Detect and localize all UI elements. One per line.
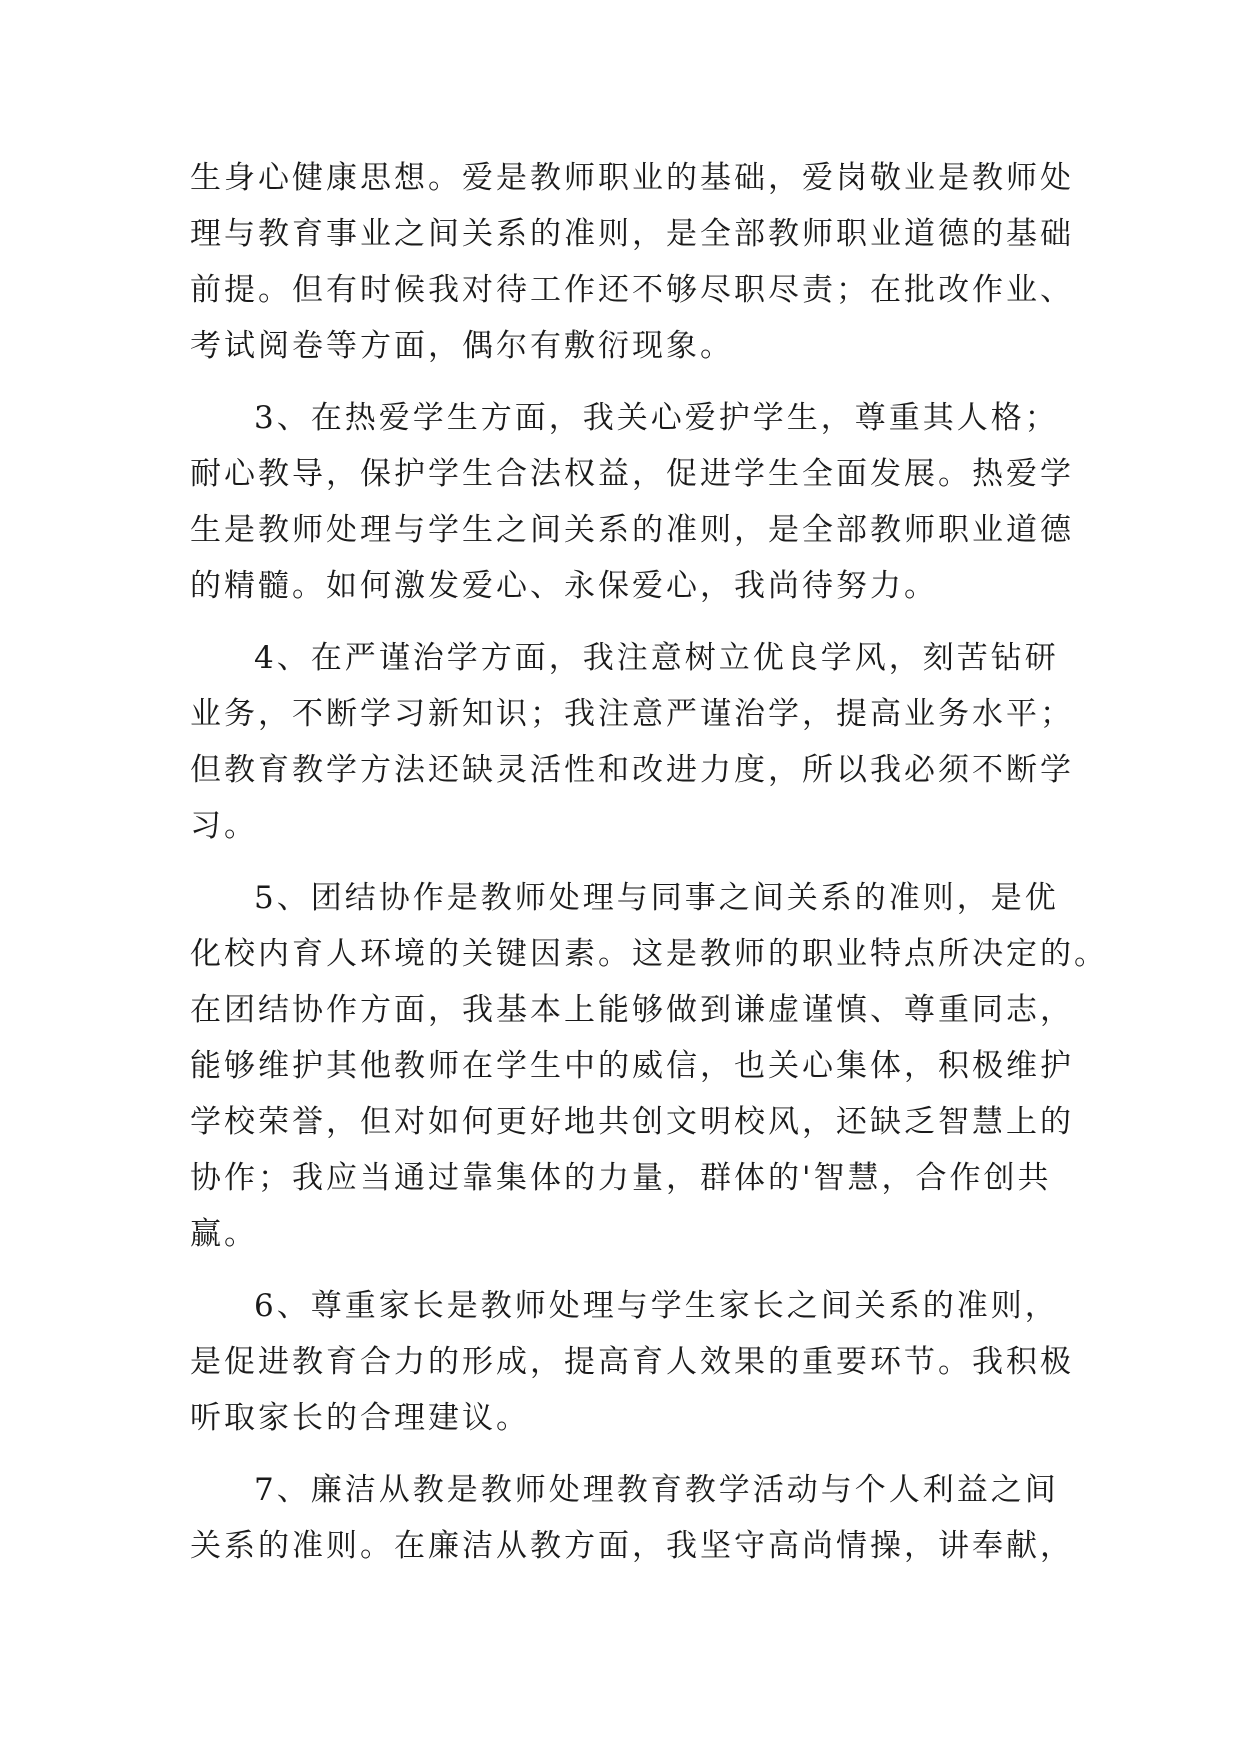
text-line: 的精髓。如何激发爱心、永保爱心，我尚待努力。 xyxy=(190,568,938,604)
text-line: 生身心健康思想。爱是教师职业的基础，爱岗敬业是教师处 xyxy=(190,160,1074,196)
text-line: 听取家长的合理建议。 xyxy=(190,1400,530,1436)
text-line: 化校内育人环境的关键因素。这是教师的职业特点所决定的。 xyxy=(190,936,1108,972)
text-line: 考试阅卷等方面，偶尔有敷衍现象。 xyxy=(190,328,734,364)
paragraph-start-line: 7、廉洁从教是教师处理教育教学活动与个人利益之间 xyxy=(254,1472,1059,1508)
text-line: 是促进教育合力的形成，提高育人效果的重要环节。我积极 xyxy=(190,1344,1074,1380)
text-line: 协作；我应当通过靠集体的力量，群体的'智慧，合作创共 xyxy=(190,1160,1052,1196)
paragraph-start-line: 3、在热爱学生方面，我关心爱护学生，尊重其人格； xyxy=(254,400,1059,436)
text-line: 理与教育事业之间关系的准则，是全部教师职业道德的基础 xyxy=(190,216,1074,252)
text-line: 在团结协作方面，我基本上能够做到谦虚谨慎、尊重同志， xyxy=(190,992,1074,1028)
paragraph-start-line: 6、尊重家长是教师处理与学生家长之间关系的准则， xyxy=(254,1288,1059,1324)
text-line: 生是教师处理与学生之间关系的准则，是全部教师职业道德 xyxy=(190,512,1074,548)
text-line: 业务，不断学习新知识；我注意严谨治学，提高业务水平； xyxy=(190,696,1074,732)
text-line: 关系的准则。在廉洁从教方面，我坚守高尚情操，讲奉献， xyxy=(190,1528,1074,1564)
text-line: 学校荣誉，但对如何更好地共创文明校风，还缺乏智慧上的 xyxy=(190,1104,1074,1140)
text-line: 赢。 xyxy=(190,1216,258,1252)
paragraph-start-line: 4、在严谨治学方面，我注意树立优良学风，刻苦钻研 xyxy=(254,640,1059,676)
text-line: 能够维护其他教师在学生中的威信，也关心集体，积极维护 xyxy=(190,1048,1074,1084)
paragraph-start-line: 5、团结协作是教师处理与同事之间关系的准则，是优 xyxy=(254,880,1059,916)
text-line: 但教育教学方法还缺灵活性和改进力度，所以我必须不断学 xyxy=(190,752,1074,788)
text-line: 耐心教导，保护学生合法权益，促进学生全面发展。热爱学 xyxy=(190,456,1074,492)
text-line: 前提。但有时候我对待工作还不够尽职尽责；在批改作业、 xyxy=(190,272,1074,308)
text-line: 习。 xyxy=(190,808,258,844)
